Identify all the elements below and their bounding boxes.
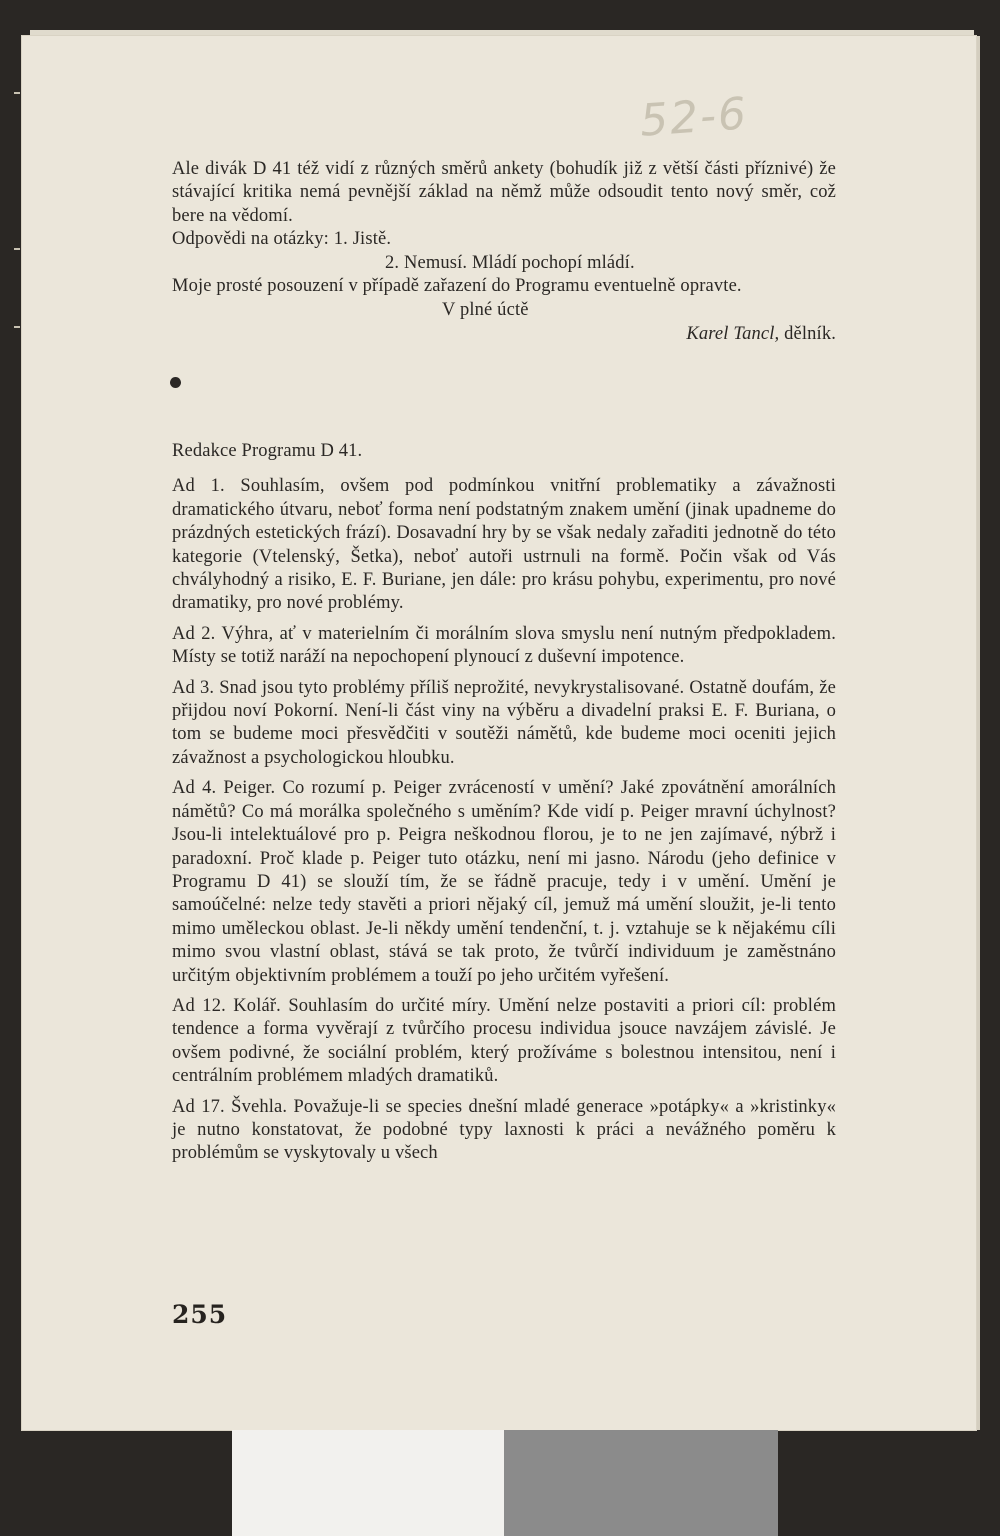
letter-paragraph: Moje prosté posouzení v případě zařazení do Programu eventuelně opravte. xyxy=(172,276,742,297)
signature-name: Karel Tancl, xyxy=(686,323,780,344)
signature-role: dělník. xyxy=(779,323,836,344)
response-item: Ad 1. Souhlasím, ovšem pod podmínkou vnitřní problematiky a závažnosti dramatického útvaru, neboť forma není podstatným znakem umění (jinak upadneme do prázdných estetických frází). Dosavadní hry by se však nedaly zařaditi jednotně do této kategorie (Vtelenský, Šetka), neboť autoři ustrnuli na formě. Počin však od Vás chvályhodný a risiko, E. F. Buriane, jen dále: pro krásu pohybu, experimentu, pro nové dramatiky, pro nové problémy. xyxy=(172,476,836,614)
handwritten-archive-mark: 52-6 xyxy=(638,88,750,147)
response-item: Ad 2. Výhra, ať v materielním či morálním slova smyslu není nutným předpokladem. Místy se totiž naráží na nepochopení plynoucí z duševní impotence. xyxy=(172,623,836,668)
section-bullet xyxy=(170,377,181,388)
answers xyxy=(172,228,836,275)
letter-ending xyxy=(172,158,836,346)
closing-formula: V plné úctě xyxy=(442,300,529,321)
scan-target-white xyxy=(232,1430,504,1536)
answer-line-2: 2. Nemusí. Mládí pochopí mládí. xyxy=(385,252,635,273)
response-letter xyxy=(172,440,836,1173)
edge-mark xyxy=(14,248,20,250)
response-item: Ad 3. Snad jsou tyto problémy příliš neprožité, nevykrystalisované. Ostatně doufám, že přijdou noví Pokorní. Není-li část viny na výběru a divadelní praksi E. F. Buriana, o tom se budeme moci přesvědčiti v soutěži námětů, kde budeme moci oceniti jejich závažnost a psychologickou hloubku. xyxy=(172,677,836,768)
scan-target-gray xyxy=(504,1430,778,1536)
edge-mark xyxy=(14,92,20,94)
response-item: Ad 17. Švehla. Považuje-li se species dnešní mladé generace »potápky« a »kristinky« je nutno konstatovat, že podobné typy laxnosti k práci a nevážného poměru k problémům se vyskytovaly u všech xyxy=(172,1096,836,1164)
answer-line-1: Odpovědi na otázky: 1. Jistě. xyxy=(172,229,392,250)
response-item: Ad 12. Kolář. Souhlasím do určité míry. Umění nelze postaviti a priori cíl: problém tendence a forma vyvěrají z tvůrčího procesu individua jsouce navzájem závislé. Je ovšem podivné, že sociální problém, který prožíváme s bolestnou intensitou, není i centrálním problémem mladých dramatiků. xyxy=(172,995,836,1087)
signature xyxy=(172,323,836,346)
salutation: Redakce Programu D 41. xyxy=(172,441,363,461)
letter-paragraph: Ale divák D 41 též vidí z různých směrů ankety (bohudík již z větší části příznivé) že stávající kritika nemá pevnější základ na němž může odsoudit tento nový směr, což bere na vědomí. xyxy=(172,159,836,226)
page-number: 255 xyxy=(172,1300,228,1329)
response-item: Ad 4. Peiger. Co rozumí p. Peiger zvráceností v umění? Jaké zpovátnění amorálních námětů? Co má morálka společného s uměním? Kde vidí p. Peiger mravní úchylnost? Jsou-li intelektuálové pro p. Peigra neškodnou florou, je to ne jen zajímavé, nýbrž i paradoxní. Proč klade p. Peiger tuto otázku, není mi jasno. Národu (jeho definice v Programu D 41) se slouží tím, že se řádně pracuje, tedy i v umění. Umění je samoúčelné: nelze tedy stavěti a priori nějaký cíl, jemuž má umění sloužit, je-li tento mimo uměleckou oblast. Je-li někdy umění tendenční, t. j. vztahuje se k nějakému cíli mimo svou vlastní oblast, stává se tak proto, že tvůrčí individuum je zaměstnáno určitým objektivním problémem a touží po jeho určitém vyřešení. xyxy=(172,778,836,986)
edge-mark xyxy=(14,326,20,328)
